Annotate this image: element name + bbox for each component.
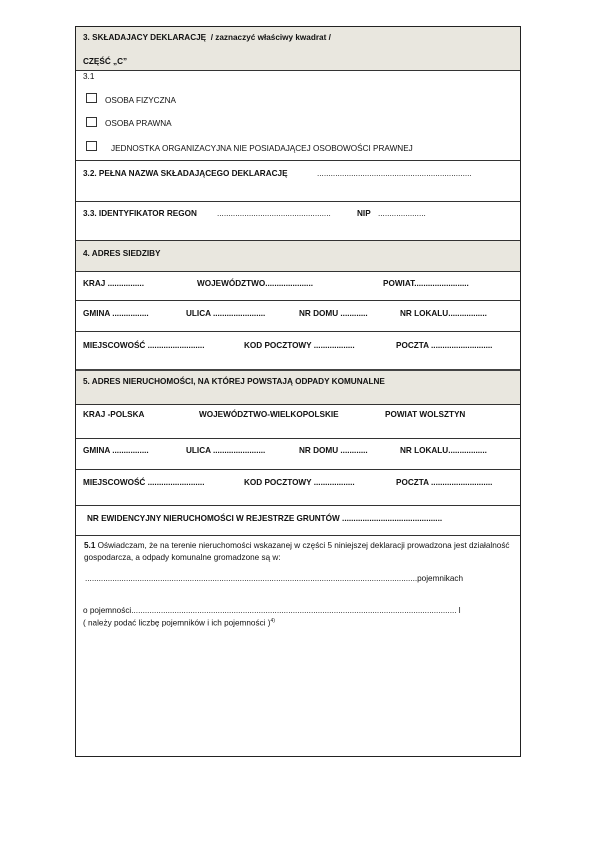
section-5-1 — [76, 535, 520, 756]
s5-ulica-field[interactable]: ULICA ....................... — [186, 446, 266, 455]
osoba-fizyczna-checkbox[interactable] — [86, 93, 97, 103]
s5-gmina-field[interactable]: GMINA ................ — [83, 446, 149, 455]
section-3-1 — [76, 70, 520, 160]
full-name-field[interactable]: .................................................................... — [317, 169, 472, 178]
s5-kod-pocztowy-field[interactable]: KOD POCZTOWY .................. — [244, 478, 355, 487]
section-4-title: 4. ADRES SIEDZIBY — [83, 249, 161, 258]
s5-powiat-value: POWIAT WOLSZTYN — [385, 410, 466, 419]
nip-field[interactable]: ..................... — [378, 209, 426, 218]
section-5-row-2 — [76, 438, 520, 469]
section-5-row-1 — [76, 404, 520, 438]
osoba-fizyczna-label: OSOBA FIZYCZNA — [105, 96, 176, 105]
s4-nr-lokalu-field[interactable]: NR LOKALU................. — [400, 309, 487, 318]
section-5-header — [76, 369, 520, 404]
s5-nr-lokalu-field[interactable]: NR LOKALU................. — [400, 446, 487, 455]
full-name-label: 3.2. PEŁNA NAZWA SKŁADAJĄCEGO DEKLARACJĘ — [83, 169, 288, 178]
part-c-label: CZĘŚĆ „C” — [83, 57, 128, 66]
section-5-row-4 — [76, 505, 520, 535]
s4-powiat-field[interactable]: POWIAT........................ — [383, 279, 469, 288]
s5-miejscowosc-field[interactable]: MIEJSCOWOŚĆ ......................... — [83, 478, 205, 487]
s5-wojewodztwo-value: WOJEWÓDZTWO-WIELKOPOLSKIE — [199, 410, 339, 419]
s5-kraj-value: KRAJ -POLSKA — [83, 410, 145, 419]
section-4-row-3 — [76, 331, 520, 369]
s4-ulica-field[interactable]: ULICA ....................... — [186, 309, 266, 318]
declaration-form — [75, 26, 521, 757]
s4-nr-domu-field[interactable]: NR DOMU ............ — [299, 309, 368, 318]
containers-count-field[interactable]: ..................................................................................................................................................pojemnikach — [85, 574, 464, 583]
containers-note — [83, 618, 275, 628]
s4-wojewodztwo-field[interactable]: WOJEWÓDZTWO..................... — [197, 279, 313, 288]
section-4-header — [76, 240, 520, 271]
section-3-3 — [76, 201, 520, 240]
section-5-row-3 — [76, 469, 520, 505]
containers-note-text: ( należy podać liczbę pojemników i ich pojemności ) — [83, 618, 271, 628]
jednostka-label: JEDNOSTKA ORGANIZACYJNA NIE POSIADAJĄCEJ OSOBOWOŚCI PRAWNEJ — [111, 144, 413, 153]
nip-label: NIP — [357, 209, 371, 218]
jednostka-checkbox[interactable] — [86, 141, 97, 151]
footnote-marker: 4) — [270, 618, 275, 624]
osoba-prawna-label: OSOBA PRAWNA — [105, 119, 172, 128]
regon-field[interactable]: .................................................. — [217, 209, 331, 218]
section-3-header — [76, 27, 520, 70]
section-3-title-note: / zaznaczyć właściwy kwadrat / — [210, 33, 331, 42]
section-4-row-2 — [76, 300, 520, 331]
section-3-2 — [76, 160, 520, 201]
s4-gmina-field[interactable]: GMINA ................ — [83, 309, 149, 318]
containers-capacity-field[interactable]: o pojemności............................................................................................................................................... l — [83, 606, 461, 615]
regon-label: 3.3. IDENTYFIKATOR REGON — [83, 209, 197, 218]
section-3-1-label: 3.1 — [83, 72, 95, 81]
s4-miejscowosc-field[interactable]: MIEJSCOWOŚĆ ......................... — [83, 341, 205, 350]
s5-poczta-field[interactable]: POCZTA ........................... — [396, 478, 493, 487]
section-3-title — [83, 33, 331, 42]
section-3-title-text: 3. SKŁADAJACY DEKLARACJĘ — [83, 33, 207, 42]
statement-number: 5.1 — [84, 541, 96, 550]
s5-nr-domu-field[interactable]: NR DOMU ............ — [299, 446, 368, 455]
s4-kraj-field[interactable]: KRAJ ................ — [83, 279, 144, 288]
section-5-title: 5. ADRES NIERUCHOMOŚCI, NA KTÓREJ POWSTAJĄ ODPADY KOMUNALNE — [83, 377, 385, 386]
s4-kod-pocztowy-field[interactable]: KOD POCZTOWY .................. — [244, 341, 355, 350]
statement-text: Oświadczam, że na terenie nieruchomości wskazanej w części 5 niniejszej deklaracji prowadzona jest działalność gospodarcza, a odpady komunalne gromadzone są w: — [84, 541, 510, 562]
s4-poczta-field[interactable]: POCZTA ........................... — [396, 341, 493, 350]
osoba-prawna-checkbox[interactable] — [86, 117, 97, 127]
section-4-row-1 — [76, 271, 520, 300]
statement-paragraph — [84, 540, 516, 563]
s5-nr-ewidencyjny-field[interactable]: NR EWIDENCYJNY NIERUCHOMOŚCI W REJESTRZE GRUNTÓW ............................................ — [87, 514, 443, 523]
